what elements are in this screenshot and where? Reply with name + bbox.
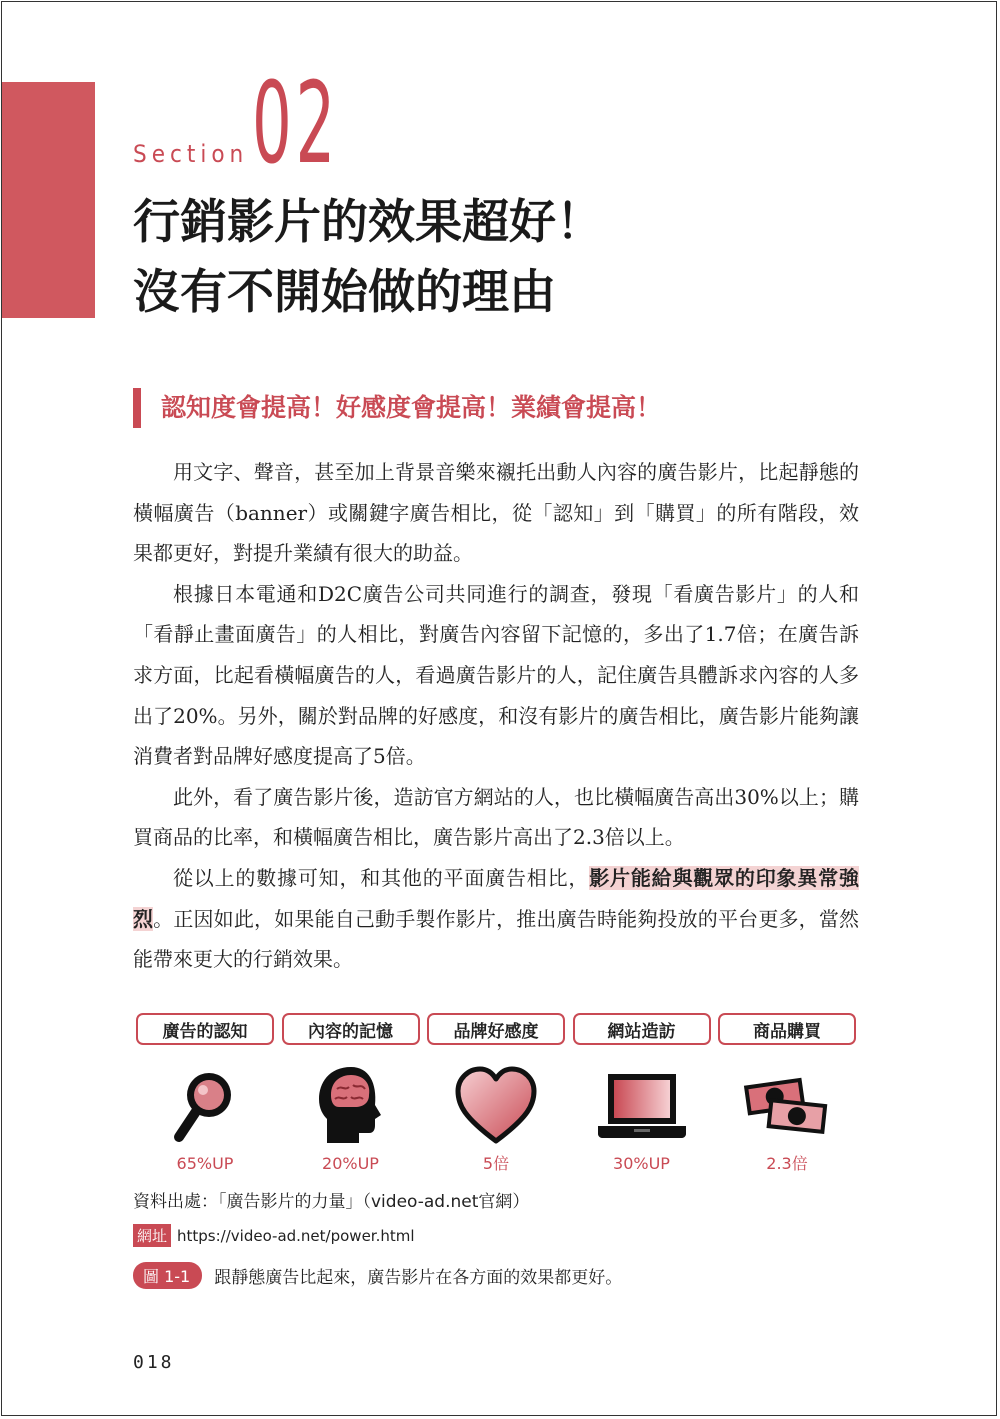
laptop-icon: [594, 1070, 690, 1140]
paragraph-3: 此外，看了廣告影片後，造訪官方網站的人，也比橫幅廣告高出30%以上；購買商品的比率，和橫幅廣告相比，廣告影片高出了2.3倍以上。: [133, 784, 859, 850]
figure-icons: [136, 1060, 856, 1150]
paragraph-4: [133, 858, 859, 980]
highlighted-text: 影片能給與觀眾的印象異常強烈: [133, 865, 859, 931]
body-text: [133, 452, 859, 980]
section-label: Section: [133, 140, 249, 168]
paragraph-2: 根據日本電通和D2C廣告公司共同進行的調查，發現「看廣告影片」的人和「看靜止畫面廣告」的人相比，對廣告內容留下記憶的，多出了1.7倍；在廣告訴求方面，比起看橫幅廣告的人，看過廣告影片的人，記住廣告具體訴求內容的人多出了20%。另外，關於對品牌的好感度，和沒有影片的廣告相比，廣告影片能夠讓消費者對品牌好感度提高了5倍。: [133, 581, 859, 769]
metric-value: 20%UP: [322, 1154, 379, 1173]
paragraph-4-end: 。正因如此，如果能自己動手製作影片，推出廣告時能夠投放的平台更多，當然能帶來更大的行銷效果。: [133, 906, 859, 972]
data-source: 資料出處：「廣告影片的力量」（video-ad.net官網）: [133, 1192, 530, 1212]
url-row: [133, 1224, 415, 1247]
page-title: [133, 188, 603, 328]
category-label: 網站造訪: [573, 1013, 711, 1045]
heart-icon: [454, 1065, 538, 1145]
metric-value: 30%UP: [613, 1154, 670, 1173]
metric-value: 65%UP: [176, 1154, 234, 1173]
metric-value: 5倍: [482, 1154, 510, 1173]
section-color-block: [2, 82, 95, 318]
brain-head-icon: [311, 1063, 391, 1147]
url-tag: 網址: [133, 1224, 171, 1247]
category-label: 廣告的認知: [136, 1013, 274, 1045]
title-line-1: 行銷影片的效果超好！: [133, 195, 603, 250]
section-number: 02: [252, 59, 339, 189]
paragraph-1: 用文字、聲音，甚至加上背景音樂來襯托出動人內容的廣告影片，比起靜態的橫幅廣告（banner）或關鍵字廣告相比，從「認知」到「購買」的所有階段，效果都更好，對提升業績有很大的助益。: [133, 460, 859, 566]
source-url[interactable]: https://video-ad.net/power.html: [177, 1226, 415, 1245]
magnifier-icon: [165, 1065, 245, 1145]
figure-values: [136, 1150, 856, 1178]
page-number: 018: [133, 1352, 175, 1373]
figure-tag: 圖 1-1: [133, 1262, 202, 1289]
title-line-2: 沒有不開始做的理由: [133, 265, 556, 320]
category-label: 內容的記憶: [282, 1013, 420, 1045]
money-icon: [739, 1070, 835, 1140]
category-label: 商品購買: [718, 1013, 856, 1045]
figure-categories: [136, 1013, 856, 1045]
metric-value: 2.3倍: [766, 1154, 808, 1173]
caption-text: 跟靜態廣告比起來，廣告影片在各方面的效果都更好。: [214, 1268, 623, 1288]
category-label: 品牌好感度: [427, 1013, 565, 1045]
subheading: 認知度會提高！好感度會提高！業績會提高！: [133, 388, 661, 428]
paragraph-4-start: 從以上的數據可知，和其他的平面廣告相比，: [173, 865, 590, 890]
figure-caption: [133, 1262, 622, 1289]
